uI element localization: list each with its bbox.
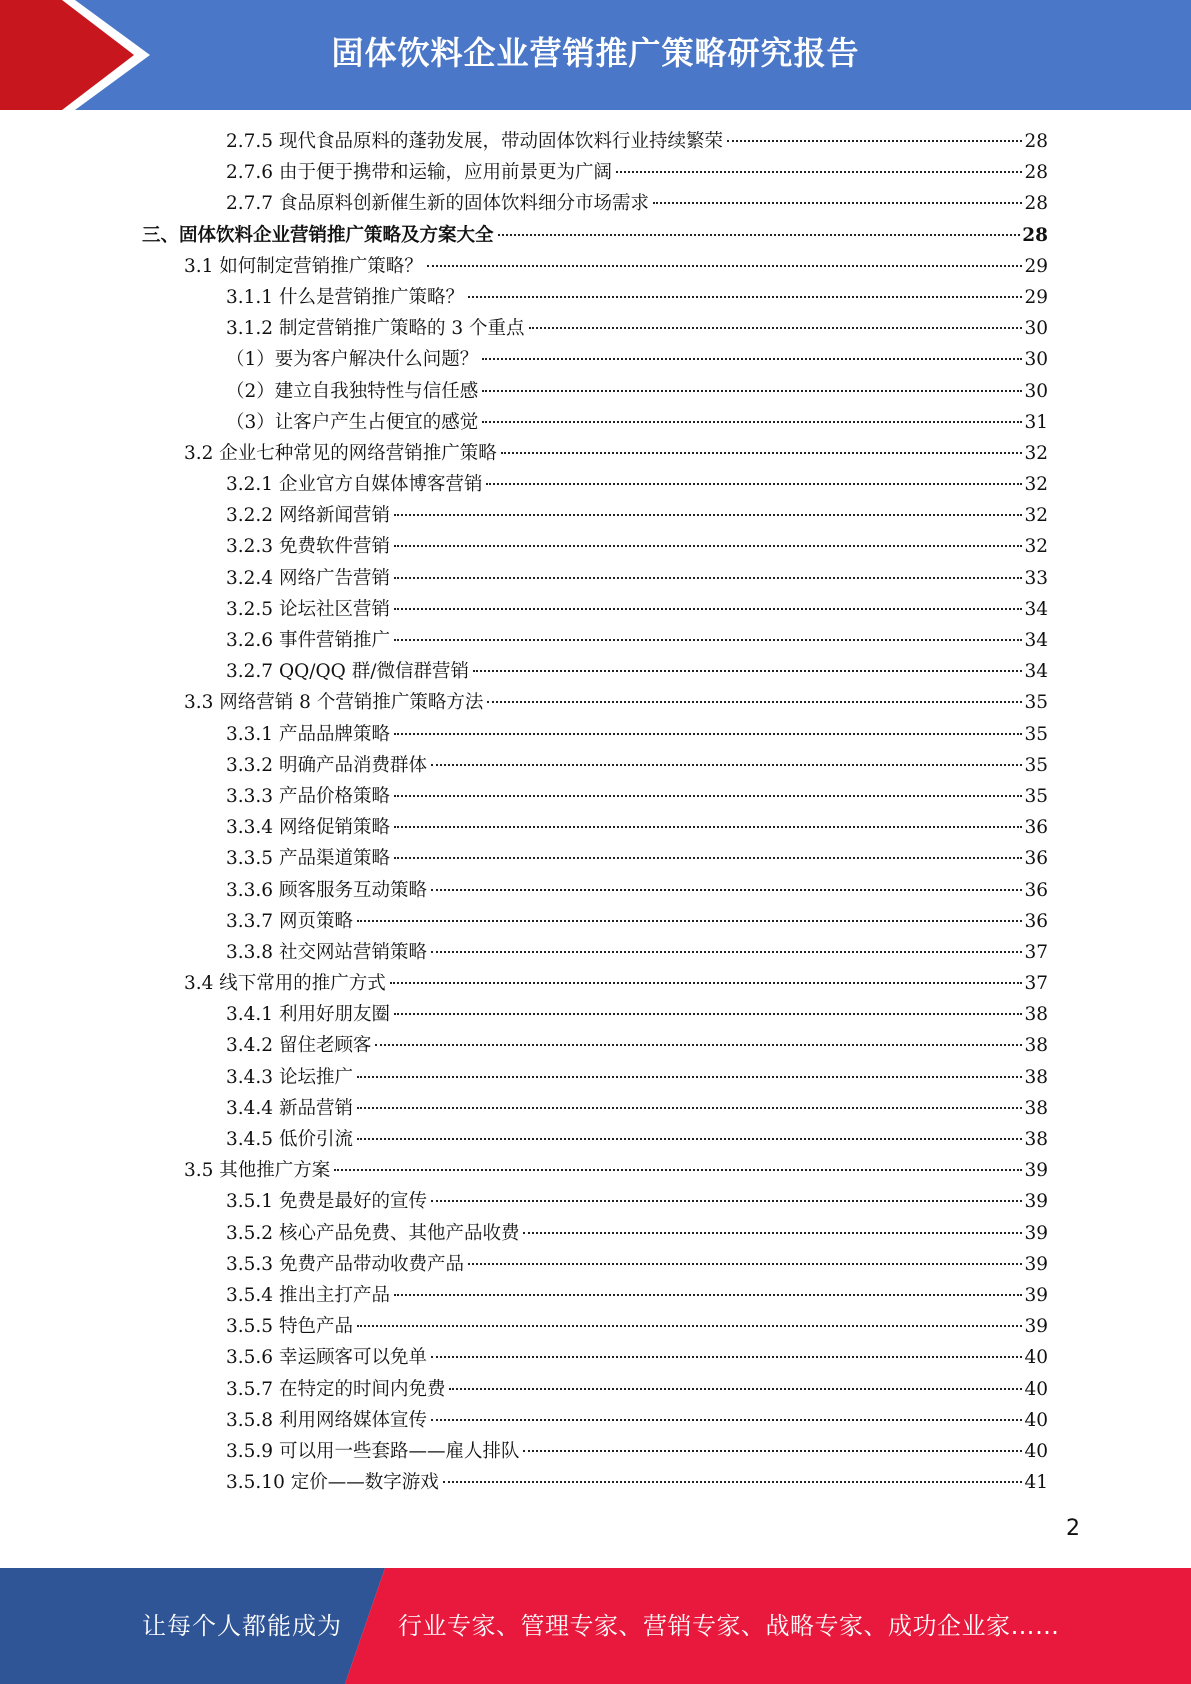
toc-entry-label: 3.1.1 什么是营销推广策略？ <box>226 286 464 308</box>
toc-entry[interactable] <box>0 719 1191 750</box>
toc-entry-page: 35 <box>1024 754 1048 776</box>
toc-entry-page: 36 <box>1024 817 1048 839</box>
toc-entry-page: 32 <box>1024 505 1048 527</box>
toc-entry[interactable] <box>0 407 1191 438</box>
toc-entry-page: 33 <box>1024 567 1048 589</box>
toc-entry-page: 34 <box>1024 661 1048 683</box>
toc-entry-page: 41 <box>1024 1472 1048 1494</box>
toc-entry-page: 32 <box>1024 536 1048 558</box>
toc-entry-page: 39 <box>1024 1222 1048 1244</box>
toc-entry-label: 3.4.4 新品营销 <box>226 1097 353 1119</box>
toc-dot-leader <box>473 670 1022 672</box>
toc-entry-label: 3.5.8 利用网络媒体宣传 <box>226 1409 427 1431</box>
toc-dot-leader <box>394 608 1022 610</box>
toc-dot-leader <box>523 1450 1022 1452</box>
toc-dot-leader <box>431 1200 1022 1202</box>
toc-dot-leader <box>427 265 1023 267</box>
toc-entry-page: 34 <box>1024 598 1048 620</box>
toc-entry-label: 3.3.6 顾客服务互动策略 <box>226 879 427 901</box>
toc-dot-leader <box>375 1044 1022 1046</box>
toc-dot-leader <box>357 1107 1023 1109</box>
toc-entry-label: 2.7.7 食品原料创新催生新的固体饮料细分市场需求 <box>226 193 649 215</box>
toc-entry-page: 34 <box>1024 630 1048 651</box>
toc-entry-label: 3.5 其他推广方案 <box>184 1160 331 1182</box>
toc-entry[interactable] <box>0 344 1191 375</box>
toc-entry[interactable] <box>0 1124 1191 1155</box>
toc-entry-page: 38 <box>1024 1004 1048 1026</box>
toc-dot-leader <box>482 421 1022 423</box>
footer-slogan-right: 行业专家、管理专家、营销专家、战略专家、成功企业家…… <box>398 1612 1060 1640</box>
toc-entry[interactable] <box>0 376 1191 407</box>
toc-entry[interactable] <box>0 1342 1191 1373</box>
toc-entry-page: 39 <box>1024 1160 1048 1182</box>
toc-dot-leader <box>394 1013 1022 1015</box>
toc-entry-page: 31 <box>1024 411 1048 433</box>
toc-entry-label: 3.4.3 论坛推广 <box>226 1066 353 1088</box>
toc-entry-page: 28 <box>1024 162 1048 184</box>
toc-entry[interactable] <box>0 1280 1191 1311</box>
toc-entry-page: 38 <box>1024 1129 1048 1150</box>
toc-entry-label: 3.1.2 制定营销推广策略的 3 个重点 <box>226 318 525 340</box>
toc-entry-page: 32 <box>1024 474 1048 496</box>
toc-entry-label: 3.3.2 明确产品消费群体 <box>226 754 427 776</box>
toc-entry-label: 3.5.3 免费产品带动收费产品 <box>226 1253 464 1275</box>
toc-dot-leader <box>357 1325 1023 1327</box>
toc-entry-label: 3.5.7 在特定的时间内免费 <box>226 1378 446 1400</box>
toc-dot-leader <box>443 1481 1023 1483</box>
toc-dot-leader <box>431 764 1022 766</box>
toc-entry[interactable] <box>0 500 1191 531</box>
page-header <box>0 0 1191 110</box>
toc-entry[interactable] <box>0 999 1191 1030</box>
toc-dot-leader <box>394 639 1022 641</box>
toc-entry-page: 29 <box>1024 286 1048 308</box>
toc-entry-label: （3）让客户产生占便宜的感觉 <box>226 411 479 433</box>
toc-entry[interactable] <box>0 531 1191 562</box>
toc-entry[interactable] <box>0 625 1191 656</box>
toc-entry[interactable] <box>0 656 1191 687</box>
toc-dot-leader <box>394 826 1022 828</box>
toc-dot-leader <box>394 577 1022 579</box>
toc-entry-label: （2）建立自我独特性与信任感 <box>226 380 479 402</box>
page-footer <box>0 1568 1191 1684</box>
toc-entry[interactable] <box>0 251 1191 282</box>
toc-entry[interactable] <box>0 1218 1191 1249</box>
toc-entry[interactable] <box>0 1062 1191 1093</box>
toc-entry-label: 2.7.5 现代食品原料的蓬勃发展，带动固体饮料行业持续繁荣 <box>226 131 723 152</box>
toc-entry-label: 3.3 网络营销 8 个营销推广策略方法 <box>184 692 484 714</box>
toc-entry-page: 37 <box>1024 941 1048 963</box>
toc-entry-page: 30 <box>1024 318 1048 340</box>
toc-entry-page: 40 <box>1024 1409 1048 1431</box>
toc-entry[interactable] <box>0 126 1191 157</box>
footer-slogan-left: 让每个人都能成为 <box>142 1612 342 1640</box>
toc-entry-page: 32 <box>1024 442 1048 464</box>
toc-entry-page: 38 <box>1024 1066 1048 1088</box>
toc-entry[interactable] <box>0 563 1191 594</box>
toc-dot-leader <box>431 1419 1022 1421</box>
toc-entry[interactable] <box>0 1186 1191 1217</box>
toc-entry-page: 28 <box>1024 193 1048 215</box>
toc-entry-label: 3.5.9 可以用一些套路——雇人排队 <box>226 1440 520 1462</box>
toc-dot-leader <box>394 1294 1022 1296</box>
toc-entry-label: 3.3.4 网络促销策略 <box>226 817 390 839</box>
toc-dot-leader <box>486 483 1022 485</box>
toc-entry-page: 35 <box>1024 785 1048 807</box>
toc-dot-leader <box>357 1138 1023 1140</box>
toc-dot-leader <box>394 795 1022 797</box>
toc-dot-leader <box>394 514 1022 516</box>
toc-entry[interactable] <box>0 968 1191 999</box>
toc-dot-leader <box>394 857 1022 859</box>
toc-dot-leader <box>431 951 1022 953</box>
toc-dot-leader <box>616 171 1022 173</box>
toc-entry-page: 36 <box>1024 879 1048 901</box>
toc-entry[interactable] <box>0 594 1191 625</box>
toc-entry[interactable] <box>0 282 1191 313</box>
toc-entry[interactable] <box>0 1249 1191 1280</box>
toc-entry[interactable] <box>0 687 1191 718</box>
toc-entry-label: （1）要为客户解决什么问题？ <box>226 349 479 371</box>
toc-entry[interactable] <box>0 1467 1191 1498</box>
toc-entry-label: 3.1 如何制定营销推广策略？ <box>184 255 423 277</box>
toc-entry-page: 39 <box>1024 1253 1048 1275</box>
toc-entry-label: 3.5.1 免费是最好的宣传 <box>226 1191 427 1213</box>
toc-entry[interactable] <box>0 188 1191 219</box>
toc-entry-label: 3.3.8 社交网站营销策略 <box>226 941 427 963</box>
toc-entry-page: 39 <box>1024 1191 1048 1213</box>
toc-entry-page: 40 <box>1024 1440 1048 1462</box>
toc-entry-label: 3.5.6 幸运顾客可以免单 <box>226 1347 427 1369</box>
toc-entry[interactable] <box>0 750 1191 781</box>
toc-entry-label: 3.5.5 特色产品 <box>226 1316 353 1338</box>
toc-entry[interactable] <box>0 1311 1191 1342</box>
header-arrow-decoration <box>0 0 160 110</box>
toc-entry-page: 30 <box>1024 349 1048 371</box>
toc-entry[interactable] <box>0 875 1191 906</box>
toc-entry[interactable] <box>0 313 1191 344</box>
toc-entry-label: 3.3.1 产品品牌策略 <box>226 723 390 745</box>
toc-dot-leader <box>727 140 1022 142</box>
toc-dot-leader <box>394 545 1022 547</box>
toc-entry-label: 3.2.5 论坛社区营销 <box>226 598 390 620</box>
toc-dot-leader <box>431 889 1022 891</box>
toc-entry-page: 37 <box>1024 973 1048 995</box>
toc-entry-page: 30 <box>1024 380 1048 402</box>
toc-entry-label: 3.2 企业七种常见的网络营销推广策略 <box>184 442 497 464</box>
toc-entry-label: 3.2.2 网络新闻营销 <box>226 505 390 527</box>
toc-entry-label: 3.4.2 留住老顾客 <box>226 1035 372 1057</box>
toc-entry-label: 3.2.3 免费软件营销 <box>226 536 390 558</box>
toc-dot-leader <box>501 452 1023 454</box>
toc-dot-leader <box>357 920 1023 922</box>
toc-entry-page: 29 <box>1024 255 1048 277</box>
toc-entry[interactable] <box>0 1374 1191 1405</box>
toc-entry-page: 35 <box>1024 692 1048 714</box>
toc-entry-page: 28 <box>1022 224 1048 246</box>
toc-entry-page: 36 <box>1024 848 1048 870</box>
toc-entry-page: 36 <box>1024 910 1048 932</box>
toc-dot-leader <box>468 296 1022 298</box>
toc-entry-label: 3.3.3 产品价格策略 <box>226 785 390 807</box>
toc-dot-leader <box>357 1076 1023 1078</box>
toc-dot-leader <box>653 202 1022 204</box>
document-title: 固体饮料企业营销推广策略研究报告 <box>331 34 860 72</box>
toc-entry[interactable] <box>0 843 1191 874</box>
toc-entry[interactable] <box>0 438 1191 469</box>
toc-entry[interactable] <box>0 1436 1191 1467</box>
toc-entry[interactable] <box>0 1405 1191 1436</box>
toc-entry-label: 3.3.5 产品渠道策略 <box>226 848 390 870</box>
toc-entry-page: 40 <box>1024 1347 1048 1369</box>
toc-dot-leader <box>482 358 1022 360</box>
toc-dot-leader <box>498 234 1021 236</box>
toc-entry-page: 38 <box>1024 1035 1048 1057</box>
toc-entry-label: 3.4.5 低价引流 <box>226 1129 353 1150</box>
toc-entry-label: 3.2.6 事件营销推广 <box>226 630 390 651</box>
toc-dot-leader <box>390 982 1023 984</box>
toc-entry-label: 3.4 线下常用的推广方式 <box>184 973 386 995</box>
toc-entry-page: 39 <box>1024 1316 1048 1338</box>
toc-entry-label: 三、固体饮料企业营销推广策略及方案大全 <box>142 224 494 246</box>
toc-dot-leader <box>468 1263 1022 1265</box>
toc-entry[interactable] <box>0 1030 1191 1061</box>
toc-dot-leader <box>431 1356 1022 1358</box>
toc-entry-label: 3.4.1 利用好朋友圈 <box>226 1004 390 1026</box>
toc-entry-label: 3.3.7 网页策略 <box>226 910 353 932</box>
toc-entry-page: 40 <box>1024 1378 1048 1400</box>
table-of-contents <box>0 126 1191 1498</box>
toc-entry-page: 35 <box>1024 723 1048 745</box>
toc-dot-leader <box>487 701 1022 703</box>
toc-entry-page: 28 <box>1024 131 1048 152</box>
toc-entry[interactable] <box>0 812 1191 843</box>
toc-entry-label: 3.2.7 QQ/QQ 群/微信群营销 <box>226 661 469 683</box>
toc-entry[interactable] <box>0 1093 1191 1124</box>
toc-entry[interactable] <box>0 906 1191 937</box>
toc-entry-label: 3.2.4 网络广告营销 <box>226 567 390 589</box>
toc-dot-leader <box>449 1388 1022 1390</box>
toc-entry[interactable] <box>0 937 1191 968</box>
toc-entry[interactable] <box>0 469 1191 500</box>
toc-entry-label: 3.2.1 企业官方自媒体博客营销 <box>226 474 483 496</box>
toc-entry[interactable] <box>0 781 1191 812</box>
toc-entry-page: 38 <box>1024 1097 1048 1119</box>
toc-entry[interactable] <box>0 157 1191 188</box>
toc-dot-leader <box>394 733 1022 735</box>
page-number: 2 <box>1066 1516 1080 1541</box>
toc-entry-label: 3.5.2 核心产品免费、其他产品收费 <box>226 1222 520 1244</box>
toc-entry[interactable] <box>0 1155 1191 1186</box>
toc-entry-label: 3.5.4 推出主打产品 <box>226 1284 390 1306</box>
toc-dot-leader <box>523 1232 1022 1234</box>
toc-entry-label: 2.7.6 由于便于携带和运输，应用前景更为广阔 <box>226 162 612 184</box>
toc-dot-leader <box>334 1169 1022 1171</box>
toc-entry-page: 39 <box>1024 1284 1048 1306</box>
toc-entry[interactable] <box>0 220 1191 251</box>
toc-dot-leader <box>529 327 1023 329</box>
toc-dot-leader <box>482 390 1022 392</box>
toc-entry-label: 3.5.10 定价——数字游戏 <box>226 1472 439 1494</box>
